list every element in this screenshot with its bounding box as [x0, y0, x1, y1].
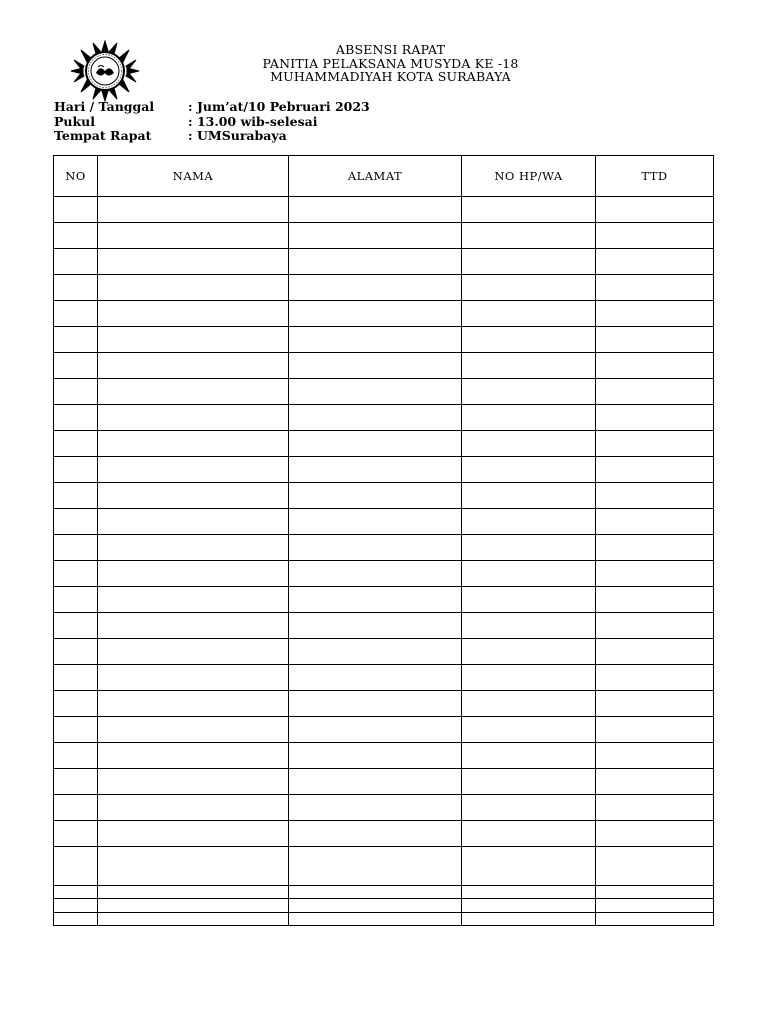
cell-alamat	[289, 795, 462, 821]
cell-no	[54, 587, 98, 613]
table-row	[54, 275, 714, 301]
table-row	[54, 379, 714, 405]
cell-ttd	[596, 301, 714, 327]
cell-ttd	[596, 431, 714, 457]
cell-alamat	[289, 691, 462, 717]
cell-no	[54, 743, 98, 769]
time-label: Pukul	[54, 113, 95, 129]
cell-nama	[98, 275, 289, 301]
cell-alamat	[289, 483, 462, 509]
cell-nama	[98, 691, 289, 717]
cell-nama	[98, 743, 289, 769]
cell-nama	[98, 197, 289, 223]
table-row	[54, 769, 714, 795]
date-value: : Jum’at/10 Pebruari 2023	[188, 99, 370, 114]
cell-alamat	[289, 249, 462, 275]
cell-no-hp-wa	[462, 821, 596, 847]
cell-nama	[98, 821, 289, 847]
cell-nama	[98, 223, 289, 249]
table-row	[54, 691, 714, 717]
cell-no-hp-wa	[462, 847, 596, 886]
cell-nama	[98, 587, 289, 613]
info-row-time	[54, 115, 370, 130]
cell-no-hp-wa	[462, 561, 596, 587]
cell-no	[54, 249, 98, 275]
cell-no-hp-wa	[462, 379, 596, 405]
table-row	[54, 847, 714, 886]
cell-nama	[98, 717, 289, 743]
cell-alamat	[289, 899, 462, 913]
cell-no	[54, 405, 98, 431]
cell-no	[54, 431, 98, 457]
cell-ttd	[596, 483, 714, 509]
cell-alamat	[289, 639, 462, 665]
cell-nama	[98, 509, 289, 535]
title-line-2: PANITIA PELAKSANA MUSYDA KE -18	[262, 55, 519, 71]
cell-alamat	[289, 405, 462, 431]
cell-nama	[98, 886, 289, 899]
table-row	[54, 665, 714, 691]
cell-alamat	[289, 379, 462, 405]
cell-ttd	[596, 639, 714, 665]
cell-no	[54, 821, 98, 847]
cell-nama	[98, 535, 289, 561]
cell-no	[54, 899, 98, 913]
cell-alamat	[289, 327, 462, 353]
cell-ttd	[596, 405, 714, 431]
cell-nama	[98, 639, 289, 665]
table-row	[54, 743, 714, 769]
cell-no-hp-wa	[462, 327, 596, 353]
cell-no-hp-wa	[462, 483, 596, 509]
cell-ttd	[596, 821, 714, 847]
cell-no-hp-wa	[462, 405, 596, 431]
cell-ttd	[596, 223, 714, 249]
table-row	[54, 353, 714, 379]
cell-no	[54, 795, 98, 821]
cell-ttd	[596, 275, 714, 301]
cell-no-hp-wa	[462, 613, 596, 639]
cell-ttd	[596, 795, 714, 821]
cell-no-hp-wa	[462, 275, 596, 301]
document-title	[0, 43, 768, 84]
table-row	[54, 483, 714, 509]
cell-ttd	[596, 691, 714, 717]
time-value: : 13.00 wib-selesai	[188, 113, 318, 129]
cell-no-hp-wa	[462, 665, 596, 691]
cell-no	[54, 353, 98, 379]
cell-nama	[98, 483, 289, 509]
cell-no	[54, 197, 98, 223]
table-row	[54, 717, 714, 743]
cell-no-hp-wa	[462, 717, 596, 743]
cell-alamat	[289, 886, 462, 899]
table-row	[54, 405, 714, 431]
cell-nama	[98, 431, 289, 457]
cell-no-hp-wa	[462, 899, 596, 913]
cell-no	[54, 913, 98, 926]
cell-alamat	[289, 613, 462, 639]
cell-no-hp-wa	[462, 743, 596, 769]
column-header-nama: NAMA	[98, 156, 289, 197]
cell-alamat	[289, 587, 462, 613]
cell-no-hp-wa	[462, 431, 596, 457]
cell-alamat	[289, 509, 462, 535]
table-row	[54, 509, 714, 535]
cell-no-hp-wa	[462, 691, 596, 717]
cell-no-hp-wa	[462, 249, 596, 275]
table-row	[54, 223, 714, 249]
cell-no	[54, 275, 98, 301]
cell-ttd	[596, 561, 714, 587]
cell-nama	[98, 665, 289, 691]
cell-ttd	[596, 353, 714, 379]
place-label: Tempat Rapat	[54, 128, 152, 143]
table-row	[54, 913, 714, 926]
cell-no-hp-wa	[462, 535, 596, 561]
cell-no-hp-wa	[462, 795, 596, 821]
table-row	[54, 639, 714, 665]
column-header-no-hp-wa: NO HP/WA	[462, 156, 596, 197]
cell-ttd	[596, 717, 714, 743]
cell-no	[54, 665, 98, 691]
title-line-1: ABSENSI RAPAT	[335, 42, 446, 57]
table-row	[54, 431, 714, 457]
cell-no	[54, 223, 98, 249]
cell-ttd	[596, 249, 714, 275]
cell-nama	[98, 457, 289, 483]
table-row	[54, 613, 714, 639]
cell-alamat	[289, 223, 462, 249]
cell-nama	[98, 913, 289, 926]
info-row-date	[54, 100, 370, 115]
cell-ttd	[596, 913, 714, 926]
cell-no	[54, 535, 98, 561]
cell-ttd	[596, 587, 714, 613]
cell-alamat	[289, 353, 462, 379]
info-row-place	[54, 129, 370, 144]
meeting-info	[54, 100, 370, 144]
cell-ttd	[596, 535, 714, 561]
date-label: Hari / Tanggal	[54, 99, 155, 114]
cell-alamat	[289, 821, 462, 847]
cell-no-hp-wa	[462, 886, 596, 899]
table-row	[54, 899, 714, 913]
table-row	[54, 587, 714, 613]
cell-alamat	[289, 301, 462, 327]
cell-alamat	[289, 431, 462, 457]
cell-alamat	[289, 913, 462, 926]
cell-no-hp-wa	[462, 639, 596, 665]
cell-ttd	[596, 769, 714, 795]
cell-ttd	[596, 743, 714, 769]
attendance-table	[53, 155, 714, 926]
cell-alamat	[289, 717, 462, 743]
cell-no-hp-wa	[462, 223, 596, 249]
table-row	[54, 821, 714, 847]
cell-alamat	[289, 457, 462, 483]
cell-no	[54, 717, 98, 743]
table-row	[54, 561, 714, 587]
table-body	[54, 197, 714, 926]
cell-nama	[98, 379, 289, 405]
cell-no-hp-wa	[462, 509, 596, 535]
cell-no-hp-wa	[462, 197, 596, 223]
cell-no-hp-wa	[462, 353, 596, 379]
cell-no	[54, 691, 98, 717]
cell-nama	[98, 561, 289, 587]
cell-nama	[98, 301, 289, 327]
cell-no	[54, 301, 98, 327]
cell-nama	[98, 613, 289, 639]
cell-nama	[98, 405, 289, 431]
cell-no	[54, 886, 98, 899]
cell-no	[54, 379, 98, 405]
cell-alamat	[289, 665, 462, 691]
place-value: : UMSurabaya	[188, 128, 287, 143]
cell-no	[54, 561, 98, 587]
cell-alamat	[289, 743, 462, 769]
cell-alamat	[289, 847, 462, 886]
table-row	[54, 249, 714, 275]
table-row	[54, 301, 714, 327]
cell-nama	[98, 899, 289, 913]
cell-ttd	[596, 509, 714, 535]
cell-no	[54, 769, 98, 795]
cell-no	[54, 639, 98, 665]
cell-ttd	[596, 886, 714, 899]
cell-ttd	[596, 457, 714, 483]
cell-no-hp-wa	[462, 457, 596, 483]
cell-no	[54, 613, 98, 639]
cell-no	[54, 483, 98, 509]
cell-nama	[98, 795, 289, 821]
cell-ttd	[596, 379, 714, 405]
table-header-row	[54, 156, 714, 197]
cell-alamat	[289, 769, 462, 795]
cell-no-hp-wa	[462, 301, 596, 327]
cell-no	[54, 847, 98, 886]
cell-ttd	[596, 197, 714, 223]
cell-no-hp-wa	[462, 587, 596, 613]
cell-alamat	[289, 535, 462, 561]
table-row	[54, 535, 714, 561]
table-row	[54, 886, 714, 899]
cell-nama	[98, 769, 289, 795]
cell-nama	[98, 847, 289, 886]
cell-no-hp-wa	[462, 913, 596, 926]
cell-nama	[98, 327, 289, 353]
column-header-alamat: ALAMAT	[289, 156, 462, 197]
title-line-3: MUHAMMADIYAH KOTA SURABAYA	[270, 69, 511, 84]
cell-alamat	[289, 561, 462, 587]
cell-no	[54, 327, 98, 353]
cell-ttd	[596, 613, 714, 639]
cell-ttd	[596, 847, 714, 886]
cell-alamat	[289, 197, 462, 223]
column-header-ttd: TTD	[596, 156, 714, 197]
cell-ttd	[596, 899, 714, 913]
cell-ttd	[596, 665, 714, 691]
table-row	[54, 197, 714, 223]
table-row	[54, 795, 714, 821]
cell-no	[54, 457, 98, 483]
table-row	[54, 457, 714, 483]
cell-nama	[98, 249, 289, 275]
cell-ttd	[596, 327, 714, 353]
cell-alamat	[289, 275, 462, 301]
cell-nama	[98, 353, 289, 379]
cell-no	[54, 509, 98, 535]
table-row	[54, 327, 714, 353]
column-header-no: NO	[54, 156, 98, 197]
cell-no-hp-wa	[462, 769, 596, 795]
